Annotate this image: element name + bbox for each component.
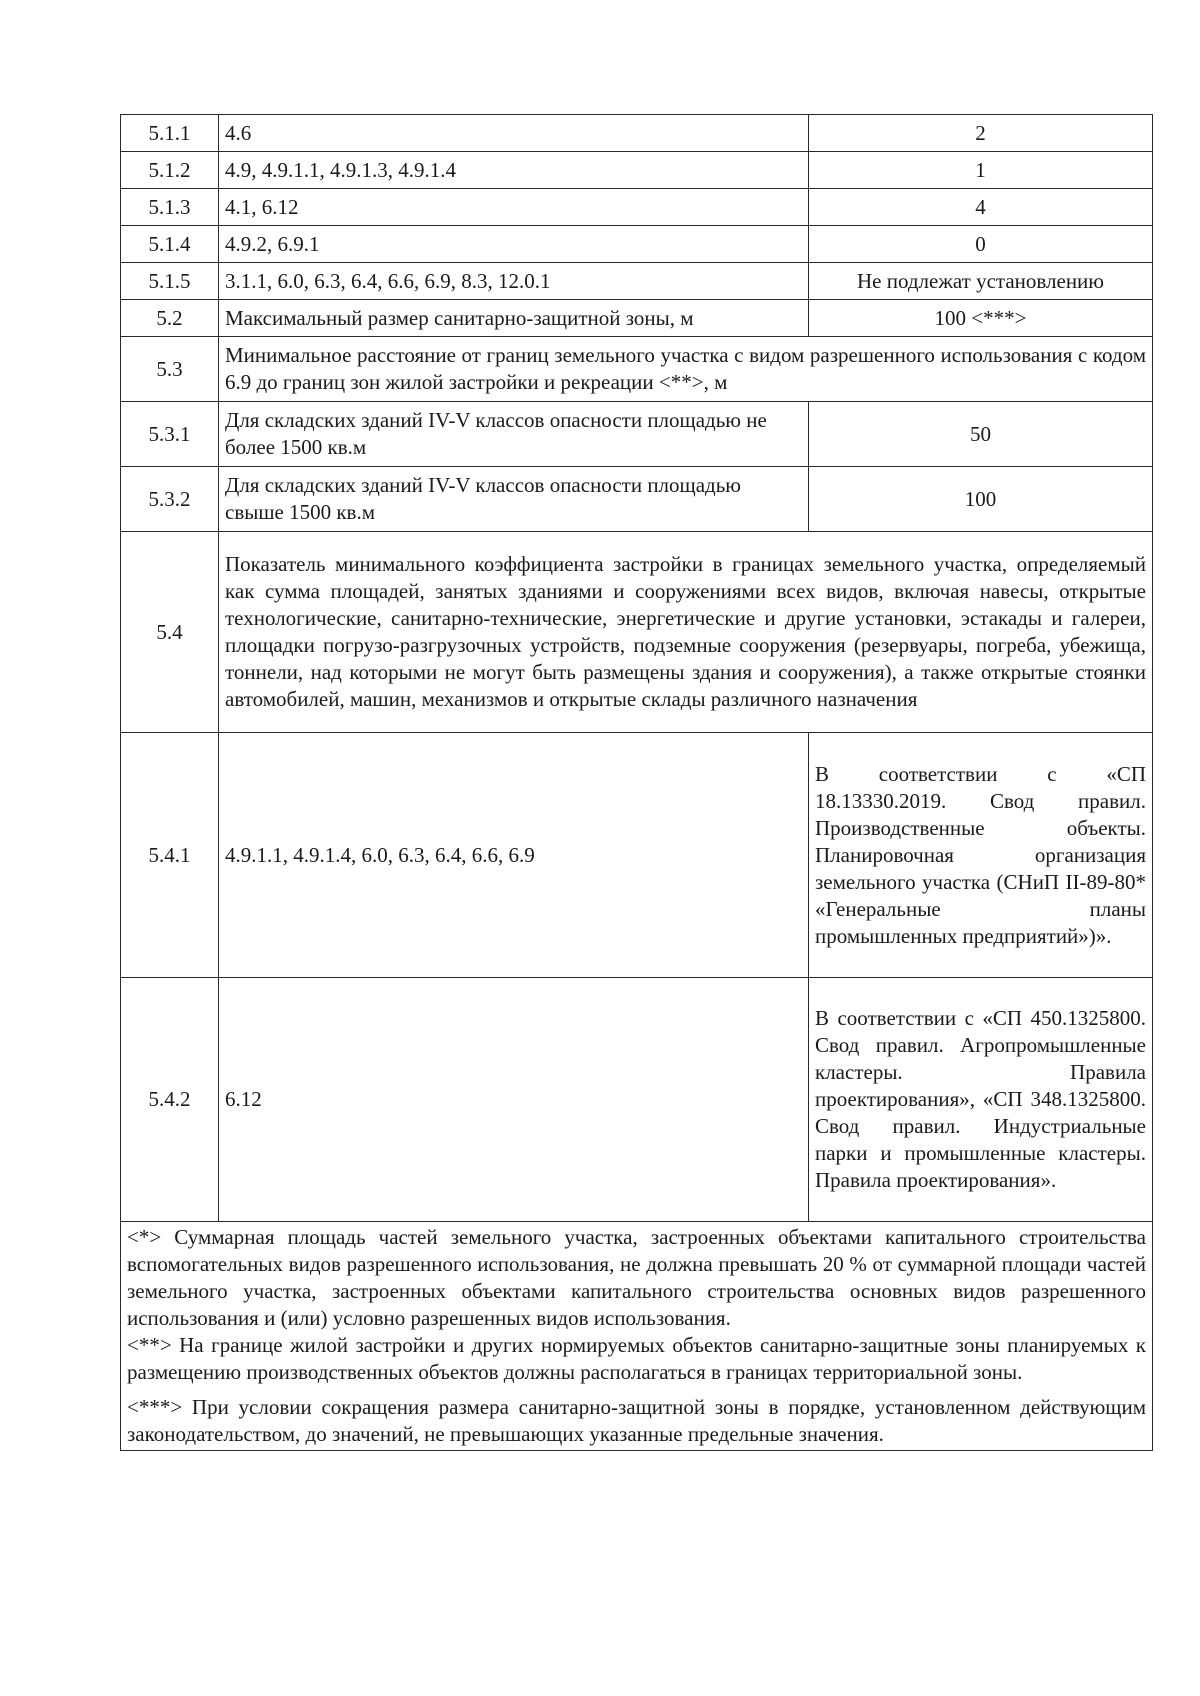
table-row <box>121 467 1153 532</box>
table-row <box>121 532 1153 733</box>
row-number: 5.4.1 <box>121 733 219 978</box>
row-value: Не подлежат установлению <box>809 263 1153 300</box>
usage-codes: 4.9.1.1, 4.9.1.4, 6.0, 6.3, 6.4, 6.6, 6.9 <box>219 733 809 978</box>
row-value: В соответствии с «СП 18.13330.2019. Свод правил. Производственные объекты. Планировочная организация земельного участка (СНиП II-89-80* «Генеральные планы промышленных предприятий»)». <box>809 733 1153 978</box>
notes-row <box>121 1222 1153 1451</box>
row-number: 5.2 <box>121 300 219 337</box>
footnotes <box>121 1222 1153 1451</box>
row-number: 5.3.1 <box>121 402 219 467</box>
usage-codes: 4.9.2, 6.9.1 <box>219 226 809 263</box>
row-value: В соответствии с «СП 450.1325800. Свод правил. Агропромышленные кластеры. Правила проектирования», «СП 348.1325800. Свод правил. Индустриальные парки и промышленные кластеры. Правила проектирования». <box>809 978 1153 1222</box>
row-value: 100 <***> <box>809 300 1153 337</box>
regulations-table <box>120 114 1153 1451</box>
row-value: 0 <box>809 226 1153 263</box>
usage-codes: 3.1.1, 6.0, 6.3, 6.4, 6.6, 6.9, 8.3, 12.0.1 <box>219 263 809 300</box>
row-description: Минимальное расстояние от границ земельного участка с видом разрешенного использования с кодом 6.9 до границ зон жилой застройки и рекреации <**>, м <box>219 337 1153 402</box>
row-description: Для складских зданий IV-V классов опасности площадью не более 1500 кв.м <box>219 402 809 467</box>
footnote-1: <*> Суммарная площадь частей земельного участка, застроенных объектами капитального строительства вспомогательных видов разрешенного использования, не должна превышать 20 % от суммарной площади частей земельного участка, застроенных объектами капитального строительства основных видов разрешенного использования и (или) условно разрешенных видов использования. <box>127 1225 1146 1330</box>
table-row <box>121 226 1153 263</box>
table-row <box>121 402 1153 467</box>
row-number: 5.4 <box>121 532 219 733</box>
row-number: 5.1.4 <box>121 226 219 263</box>
table-row <box>121 152 1153 189</box>
row-value: 2 <box>809 115 1153 152</box>
table-row <box>121 189 1153 226</box>
usage-codes: 4.6 <box>219 115 809 152</box>
usage-codes: 4.9, 4.9.1.1, 4.9.1.3, 4.9.1.4 <box>219 152 809 189</box>
row-number: 5.1.1 <box>121 115 219 152</box>
table-row <box>121 733 1153 978</box>
row-value: 4 <box>809 189 1153 226</box>
footnote-3: <***> При условии сокращения размера санитарно-защитной зоны в порядке, установленном действующим законодательством, до значений, не превышающих указанные предельные значения. <box>127 1395 1146 1446</box>
row-number: 5.1.2 <box>121 152 219 189</box>
row-number: 5.3.2 <box>121 467 219 532</box>
table-row <box>121 263 1153 300</box>
row-value: 50 <box>809 402 1153 467</box>
row-description: Показатель минимального коэффициента застройки в границах земельного участка, определяемый как сумма площадей, занятых зданиями и сооружениями всех видов, включая навесы, открытые технологические, санитарно-технические, энергетические и другие установки, эстакады и галереи, площадки погрузо-разгрузочных устройств, подземные сооружения (резервуары, погреба, убежища, тоннели, над которыми не могут быть размещены здания и сооружения), а также открытые стоянки автомобилей, машин, механизмов и открытые склады различного назначения <box>219 532 1153 733</box>
table-row <box>121 337 1153 402</box>
row-number: 5.1.3 <box>121 189 219 226</box>
row-number: 5.1.5 <box>121 263 219 300</box>
footnote-2: <**> На границе жилой застройки и других нормируемых объектов санитарно-защитные зоны планируемых к размещению производственных объектов должны располагаться в границах территориальной зоны. <box>127 1333 1146 1384</box>
usage-codes: 4.1, 6.12 <box>219 189 809 226</box>
row-number: 5.3 <box>121 337 219 402</box>
row-value: 100 <box>809 467 1153 532</box>
usage-codes: 6.12 <box>219 978 809 1222</box>
row-value: 1 <box>809 152 1153 189</box>
table-row <box>121 115 1153 152</box>
row-description: Максимальный размер санитарно-защитной зоны, м <box>219 300 809 337</box>
row-description: Для складских зданий IV-V классов опасности площадью свыше 1500 кв.м <box>219 467 809 532</box>
row-number: 5.4.2 <box>121 978 219 1222</box>
table-row <box>121 978 1153 1222</box>
table-row <box>121 300 1153 337</box>
